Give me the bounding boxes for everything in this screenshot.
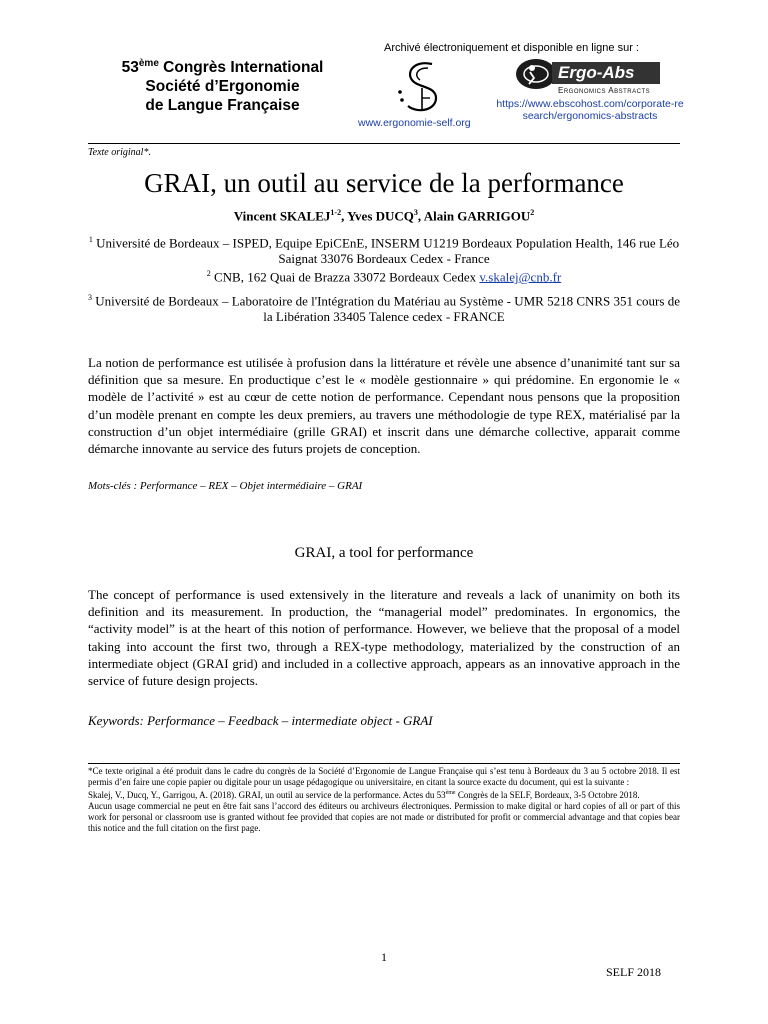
affiliation: $^1$ Université de Bordeaux – ISPED, Equipe EpiCEnE, INSERM U1219 Bordeaux Population Health, 146 rue Léo Saignat 33076 Bordeaux Cedex - France [88,235,680,267]
self-logo-icon [392,58,458,118]
english-title: GRAI, a tool for performance [294,545,474,561]
author-affiliation-sup: 3 [413,208,418,217]
affiliation: $^3$ Université de Bordeaux – Laboratoire de l'Intégration du Matériau au Système - UMR 5218 CNRS 351 cours de la Libération 33405 Talence cedex - FRANCE [88,293,680,325]
author-affiliation-sup: 1-2 [330,208,342,217]
affiliation: $^2$ CNB, 162 Quai de Brazza 33072 Bordeaux Cedex v.skalej@cnb.fr [206,269,562,285]
paper-title: GRAI, un outil au service de la performance [144,168,624,198]
ergo-abs-logo [512,56,662,98]
congress-line-3: de Langue Française [145,97,300,114]
ergo-abs-logo-subtext: Ergonomics Abstracts [558,86,651,95]
header-divider [88,143,680,144]
english-abstract: The concept of performance is used extensively in the literature and reveals a lack of unanimity on both its definition and its measurement. In production, the “managerial model” predominates. In ergonomics, the “activity model” is at the heart of this notion of performance. However, we believe that the proposal of a model taking into account the first two, through a REX-type methodology, materialized by the construction of an intermediate object (GRAI grid) and included in a collective approach, appears as an innovative approach in the service of future design projects. [88,587,680,689]
footnote [88,766,680,834]
ergo-abs-link[interactable]: https://www.ebscohost.com/corporate-research/ergonomics-abstracts [496,98,684,122]
french-keywords: Mots-clés : Performance – REX – Objet intermédiaire – GRAI [88,480,363,492]
page-number: 1 [381,950,387,964]
footnote-citation: Skalej, V., Ducq, Y., Garrigou, A. (2018). GRAI, un outil au service de la performance. Actes du 53ème Congrès de la SELF, Bordeaux, 3-5 Octobre 2018. [88,790,640,800]
author-affiliation-sup: 2 [530,208,535,217]
footnote-paragraph: Aucun usage commercial ne peut en être fait sans l’accord des éditeurs ou archiveurs électroniques. Permission to make digital or hard copies of all or part of this work for personal or classroom use is granted without fee provided that copies are not made or distributed for profit or commercial advantage and that copies bear this notice and the full citation on the first page. [88,801,680,833]
author-name: Yves DUCQ [347,208,414,224]
congress-line-1: 53ème Congrès International [121,57,324,76]
author-name: Vincent SKALEJ [233,208,331,224]
footnote-paragraph: *Ce texte original a été produit dans le cadre du congrès de la Société d’Ergonomie de Langue Française qui s’est tenu à Bordeaux du 3 au 5 octobre 2018. Il est permis d’en faire une copie papier ou digitale pour un usage pédagogique ou universitaire, en citant la source exacte du document, qui est la suivante : [88,766,680,787]
congress-header [100,58,345,115]
author-list: Vincent SKALEJ$^{1-2}$, Yves DUCQ$^3$, Alain GARRIGOU$^2$ [233,208,535,224]
congress-line-2: Société d’Ergonomie [145,78,300,95]
author-email-link[interactable]: v.skalej@cnb.fr [479,269,562,285]
original-text-note: Texte original*. [88,147,151,158]
ergo-abs-logo-text: Ergo-Abs [558,63,635,82]
english-keywords: Keywords: Performance – Feedback – intermediate object - GRAI [88,713,433,728]
self-website-link[interactable]: www.ergonomie-self.org [358,117,471,129]
archive-note: Archivé électroniquement et disponible en ligne sur : [384,42,639,54]
footnote-divider [88,763,680,764]
author-name: Alain GARRIGOU [423,208,531,224]
french-abstract: La notion de performance est utilisée à profusion dans la littérature et révèle une absence d’unanimité tant sur sa définition que sa mesure. En productique c’est le « modèle gestionnaire » qui prédomine. En ergonomie le « modèle de l’activité » est au cœur de cette notion de performance. Cependant nous pensons que la proposition d’un modèle prenant en compte les deux premiers, au travers une méthodologie de type REX, matérialisé par la construction d’un objet intermédiaire (grille GRAI) et inscrit dans une démarche collective, apparait comme démarche innovante au service des futurs projets de conception. [88,355,680,457]
conference-footer: SELF 2018 [606,965,662,979]
